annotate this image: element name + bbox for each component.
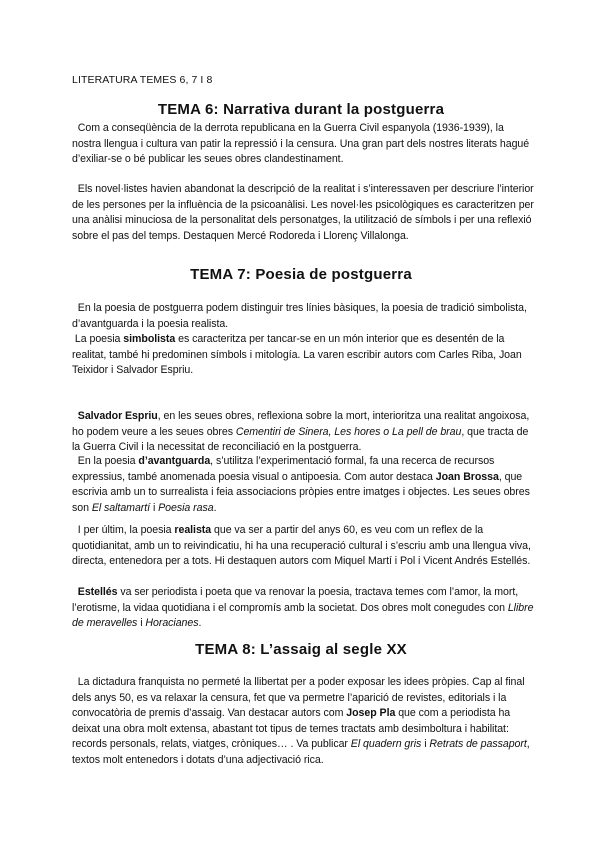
tema6-paragraph-2: Els novel·listes havien abandonat la descripció de la realitat i s’interessaven per descriure l’interior de les persones per la influència de la psicoanàlisi. Les novel·les psicològiques es caracteritzen per una anàlisi minuciosa de la personalitat dels personatges, la utilització de símbols i per una reflexió sobre el pas del temps. Destaquen Mercé Rodoreda i Llorenç Villalonga. — [72, 183, 534, 242]
keyword-simbolista: simbolista — [123, 333, 176, 345]
work-poesia-rasa: Poesia rasa — [158, 501, 214, 514]
work-el-saltamarti: El saltamartí — [91, 501, 151, 514]
keyword-avantguarda: d’avantguarda — [138, 455, 211, 467]
tema7-paragraph-espriu: Salvador Espriu, en les seues obres, reflexiona sobre la mort, interioritza una realitat angoixosa, ho podem veure a les seues obres Cementiri de Sinera, Les hores o La pell de brau, que tracta de la Guerra Civil i la necessitat de reconciliació en la postguerra. — [72, 410, 530, 454]
work-retrats-de-passaport: Retrats de passaport — [429, 738, 527, 751]
author-estelles: Estellés — [77, 586, 118, 598]
tema7-paragraph-realista: I per últim, la poesia realista que va ser a partir del anys 60, es veu com un reflex de la quotidianitat, amb un to reivindicatiu, hi ha una recuperació cultural i s’escriu amb una llengua viva, directa, entenedora per a tots. Hi destaquen autors com Miquel Martí i Pol i Vicent Andrés Estellés. — [72, 524, 531, 568]
tema8-paragraph-1: La dictadura franquista no permeté la llibertat per a poder exposar les idees pròpies. Cap al final dels anys 50, es va relaxar la censura, fet que va permetre l’aparició de revistes, editorials i la convocatòria de premis d’assaig. Van destacar autors com Josep Pla que com a periodista ha deixat una obra molt extensa, abastant tot tipus de temes tractats amb desimboltura i habilitat: records personals, relats, viatges, cròniques… . Va publicar El quadern gris i Retrats de passaport, textos molt entenedors i dotats d’una adjectivació rica. — [72, 676, 530, 766]
author-salvador-espriu: Salvador Espriu — [77, 410, 158, 422]
tema7-paragraph-avantguarda: En la poesia d’avantguarda, s’utilitza l’experimentació formal, fa una recerca de recursos expressius, també anomenada poesia visual o antipoesia. Com autor destaca Joan Brossa, que escrivia amb un to surrealista i feia associacions pròpies entre imatges i objectes. Les seues obres son El saltamartí i Poesia rasa. — [72, 455, 530, 514]
works-espriu: Cementiri de Sinera, Les hores o La pell de brau — [235, 425, 462, 438]
tema6-heading: TEMA 6: Narrativa durant la postguerra — [157, 101, 445, 118]
tema6-paragraph-1: Com a conseqüència de la derrota republicana en la Guerra Civil espanyola (1936-1939), la nostra llengua i cultura van patir la repressió i la censura. Una gran part dels nostres literats hagué d’exiliar-se o bé publicar les seues obres clandestinament. — [72, 122, 530, 166]
work-llibre-de-meravelles: Llibre de meravelles — [72, 601, 534, 630]
work-el-quadern-gris: El quadern gris — [350, 738, 422, 751]
author-josep-pla: Josep Pla — [346, 707, 396, 720]
keyword-realista: realista — [174, 524, 212, 536]
tema8-heading: TEMA 8: L’assaig al segle XX — [195, 641, 407, 658]
tema7-paragraph-simbolista: La poesia simbolista es caracteritza per tancar-se en un món interior que es desentén de la realitat, també hi predominen símbols i mitología. La varen escribir autors com Carles Riba, Joan Teixidor i Salvador Espriu. — [72, 333, 522, 377]
tema7-heading: TEMA 7: Poesia de postguerra — [190, 266, 412, 283]
tema7-paragraph-intro: En la poesia de postguerra podem distinguir tres línies bàsiques, la poesia de tradició simbolista, d’avantguarda i la poesia realista. — [72, 302, 527, 330]
author-joan-brossa: Joan Brossa — [435, 470, 499, 483]
document-header: LITERATURA TEMES 6, 7 I 8 — [72, 74, 213, 86]
work-horacianes: Horacianes — [145, 617, 199, 630]
tema7-paragraph-estelles: Estellés va ser periodista i poeta que va renovar la poesia, tractava temes com l’amor, la mort, l’erotisme, la vidaa quotidiana i el compromís amb la societat. Dos obres molt conegudes con Llibre de meravelles i Horacianes. — [72, 586, 534, 630]
